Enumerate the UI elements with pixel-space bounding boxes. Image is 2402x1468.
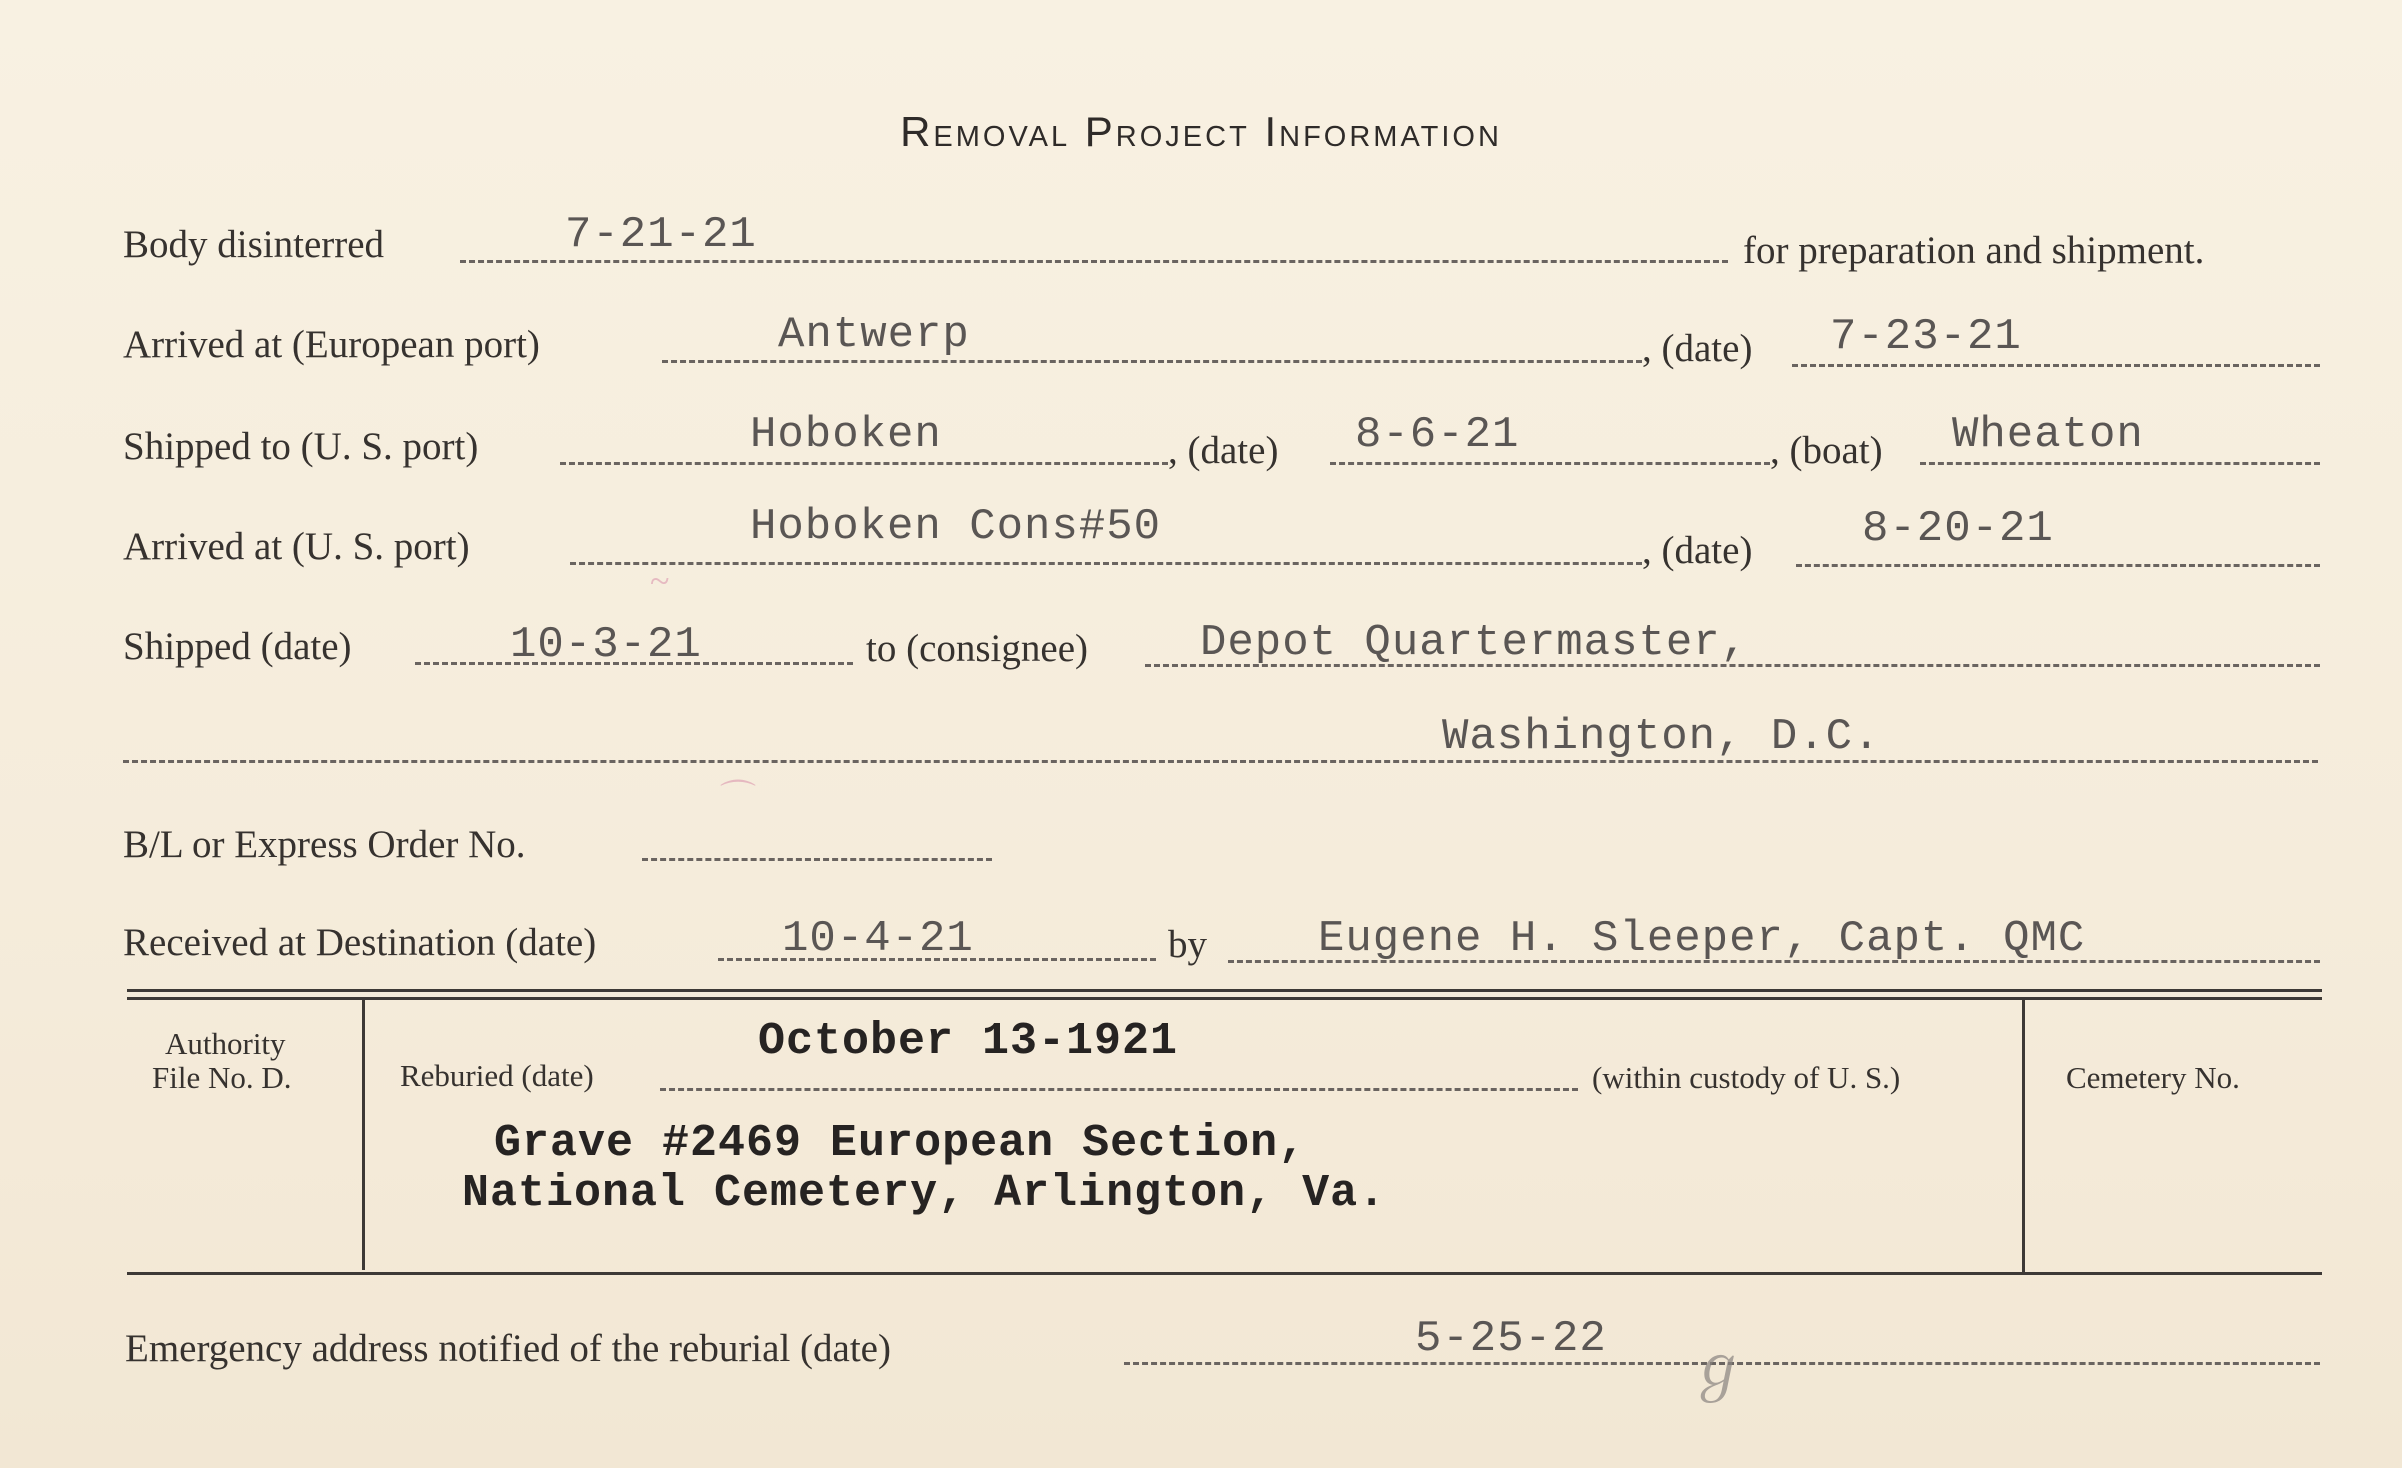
value-shipped-date: 8-6-21 xyxy=(1355,410,1520,460)
box-right-divider xyxy=(2022,998,2025,1272)
value-grave-line2: National Cemetery, Arlington, Va. xyxy=(462,1168,1387,1219)
label-shipped-date: , (date) xyxy=(1168,429,1279,472)
value-european-port: Antwerp xyxy=(778,310,970,360)
line-european-port xyxy=(662,360,1642,363)
label-arrived-us-port: Arrived at (U. S. port) xyxy=(123,525,470,568)
line-reburied-date xyxy=(660,1088,1578,1091)
label-body-disinterred: Body disinterred xyxy=(123,223,385,266)
value-shipped-final-date: 10-3-21 xyxy=(510,620,702,670)
line-consignee-continued xyxy=(123,760,2318,763)
box-left-divider xyxy=(362,998,365,1270)
value-consignee-line1: Depot Quartermaster, xyxy=(1200,618,1749,668)
label-authority: Authority xyxy=(165,1026,286,1061)
value-boat: Wheaton xyxy=(1952,410,2144,460)
value-reburied-date: October 13-1921 xyxy=(758,1016,1179,1067)
label-shipped-date-consignee: Shipped (date) xyxy=(123,625,352,668)
box-top-rule-1 xyxy=(127,989,2322,992)
line-shipped-date xyxy=(1330,462,1770,465)
label-received-destination: Received at Destination (date) xyxy=(123,921,597,964)
label-cemetery-no: Cemetery No. xyxy=(2066,1060,2240,1095)
line-boat xyxy=(1920,462,2320,465)
label-boat: , (boat) xyxy=(1770,429,1883,472)
label-received-by: by xyxy=(1168,923,1207,966)
value-received-by: Eugene H. Sleeper, Capt. QMC xyxy=(1318,914,2086,964)
value-arrived-us-port: Hoboken Cons#50 xyxy=(750,502,1162,552)
label-within-custody: (within custody of U. S.) xyxy=(1592,1060,1901,1095)
label-bl-express-order: B/L or Express Order No. xyxy=(123,823,526,866)
label-reburied-date: Reburied (date) xyxy=(400,1058,594,1093)
line-us-port xyxy=(560,462,1168,465)
value-disinterred: 7-21-21 xyxy=(565,210,757,260)
label-consignee: to (consignee) xyxy=(866,627,1089,670)
line-eu-date xyxy=(1792,364,2320,367)
value-eu-date: 7-23-21 xyxy=(1830,312,2022,362)
label-arrived-european-port: Arrived at (European port) xyxy=(123,323,540,366)
label-file-no-d: File No. D. xyxy=(152,1060,292,1095)
value-consignee-line2: Washington, D.C. xyxy=(1442,712,1881,762)
label-arrived-us-date: , (date) xyxy=(1642,529,1753,572)
label-eu-date: , (date) xyxy=(1642,327,1753,370)
value-received-date: 10-4-21 xyxy=(782,914,974,964)
label-preparation-shipment: for preparation and shipment. xyxy=(1743,229,2205,272)
card-title: Removal Project Information xyxy=(900,108,1502,155)
faint-stamp-mark: ~ xyxy=(650,561,670,601)
label-emergency-address: Emergency address notified of the reburial (date) xyxy=(125,1327,891,1370)
pencil-mark: ℊ xyxy=(1688,1333,1748,1403)
line-arrived-us-date xyxy=(1796,564,2320,567)
value-arrived-us-date: 8-20-21 xyxy=(1862,504,2054,554)
line-bl-express-order xyxy=(642,858,992,861)
box-top-rule-2 xyxy=(127,997,2322,1000)
value-us-port: Hoboken xyxy=(750,410,942,460)
box-bottom-rule xyxy=(127,1272,2322,1275)
label-shipped-to-us-port: Shipped to (U. S. port) xyxy=(123,425,479,468)
value-emergency-date: 5-25-22 xyxy=(1415,1314,1607,1364)
line-disinterred xyxy=(460,260,1728,263)
value-grave-line1: Grave #2469 European Section, xyxy=(494,1118,1307,1169)
line-arrived-us-port xyxy=(570,562,1642,565)
faint-stamp-mark-2: ⌒ xyxy=(720,778,757,818)
